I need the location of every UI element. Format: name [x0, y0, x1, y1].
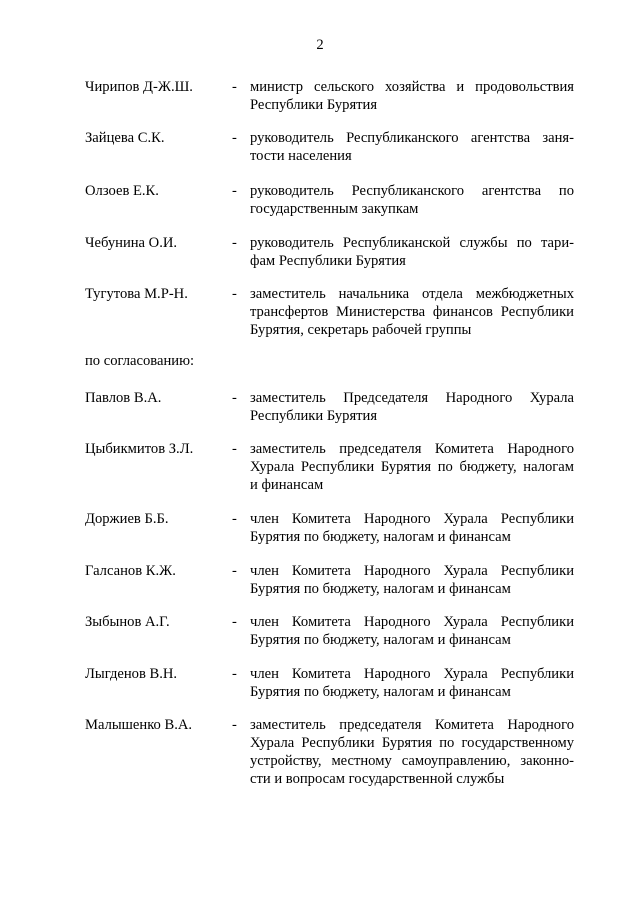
- role-line: и финансам: [250, 477, 324, 493]
- member-role: [250, 665, 574, 701]
- role-line: фам Республики Бурятия: [250, 253, 406, 269]
- role-line: Республики Бурятия: [250, 97, 378, 113]
- role-line: член Комитета Народного Хурала Республики: [250, 614, 574, 630]
- role-line: член Комитета Народного Хурала Республики: [250, 511, 574, 527]
- role-line: Бурятия по бюджету, налогам и финансам: [250, 684, 511, 700]
- role-line: заместитель председателя Комитета Народного: [250, 717, 574, 733]
- member-name: Тугутова М.Р-Н.: [85, 286, 188, 302]
- member-role: [250, 562, 574, 598]
- role-line: сти и вопросам государственной службы: [250, 771, 505, 787]
- dash: -: [232, 79, 237, 95]
- dash: -: [232, 235, 237, 251]
- member-name: Галсанов К.Ж.: [85, 563, 176, 579]
- role-line: заместитель начальника отдела межбюджетных: [250, 286, 574, 302]
- dash: -: [232, 286, 237, 302]
- role-line: министр сельского хозяйства и продовольствия: [250, 79, 574, 95]
- member-name: Цыбикмитов З.Л.: [85, 441, 194, 457]
- member-role: [250, 510, 574, 546]
- dash: -: [232, 183, 237, 199]
- role-line: Бурятия, секретарь рабочей группы: [250, 322, 472, 338]
- dash: -: [232, 614, 237, 630]
- member-name: Чебунина О.И.: [85, 235, 178, 251]
- member-name: Доржиев Б.Б.: [85, 511, 169, 527]
- member-name: Олзоев Е.К.: [85, 183, 159, 199]
- role-line: Бурятия по бюджету, налогам и финансам: [250, 632, 511, 648]
- dash: -: [232, 390, 237, 406]
- role-line: Хурала Республики Бурятия по бюджету, налогам: [250, 459, 574, 475]
- role-line: член Комитета Народного Хурала Республики: [250, 666, 574, 682]
- dash: -: [232, 717, 237, 733]
- member-name: Павлов В.А.: [85, 390, 162, 406]
- dash: -: [232, 666, 237, 682]
- member-role: [250, 613, 574, 649]
- dash: -: [232, 130, 237, 146]
- role-line: руководитель Республиканского агентства по: [250, 183, 574, 199]
- member-role: [250, 285, 574, 339]
- member-name: Зайцева С.К.: [85, 130, 165, 146]
- member-role: [250, 440, 574, 494]
- member-role: [250, 389, 574, 425]
- role-line: заместитель Председателя Народного Хурала: [250, 390, 574, 406]
- member-name: Малышенко В.А.: [85, 717, 193, 733]
- role-line: Бурятия по бюджету, налогам и финансам: [250, 529, 511, 545]
- member-role: [250, 182, 574, 218]
- section-label: по согласованию:: [85, 353, 195, 369]
- dash: -: [232, 563, 237, 579]
- role-line: устройству, местному самоуправлению, законно-: [250, 753, 574, 769]
- role-line: трансфертов Министерства финансов Республики: [250, 304, 574, 320]
- dash: -: [232, 511, 237, 527]
- role-line: заместитель председателя Комитета Народного: [250, 441, 574, 457]
- member-role: [250, 78, 574, 114]
- role-line: Республики Бурятия: [250, 408, 378, 424]
- dash: -: [232, 441, 237, 457]
- role-line: руководитель Республиканской службы по тари-: [250, 235, 574, 251]
- page-number: 2: [316, 37, 324, 53]
- member-role: [250, 234, 574, 270]
- member-name: Зыбынов А.Г.: [85, 614, 170, 630]
- member-role: [250, 129, 574, 165]
- role-line: Бурятия по бюджету, налогам и финансам: [250, 581, 511, 597]
- role-line: Хурала Республики Бурятия по государственному: [250, 735, 574, 751]
- role-line: государственным закупкам: [250, 201, 419, 217]
- role-line: руководитель Республиканского агентства заня-: [250, 130, 574, 146]
- member-name: Лыгденов В.Н.: [85, 666, 178, 682]
- member-name: Чирипов Д-Ж.Ш.: [85, 79, 193, 95]
- role-line: член Комитета Народного Хурала Республики: [250, 563, 574, 579]
- member-role: [250, 716, 574, 788]
- role-line: тости населения: [250, 148, 352, 164]
